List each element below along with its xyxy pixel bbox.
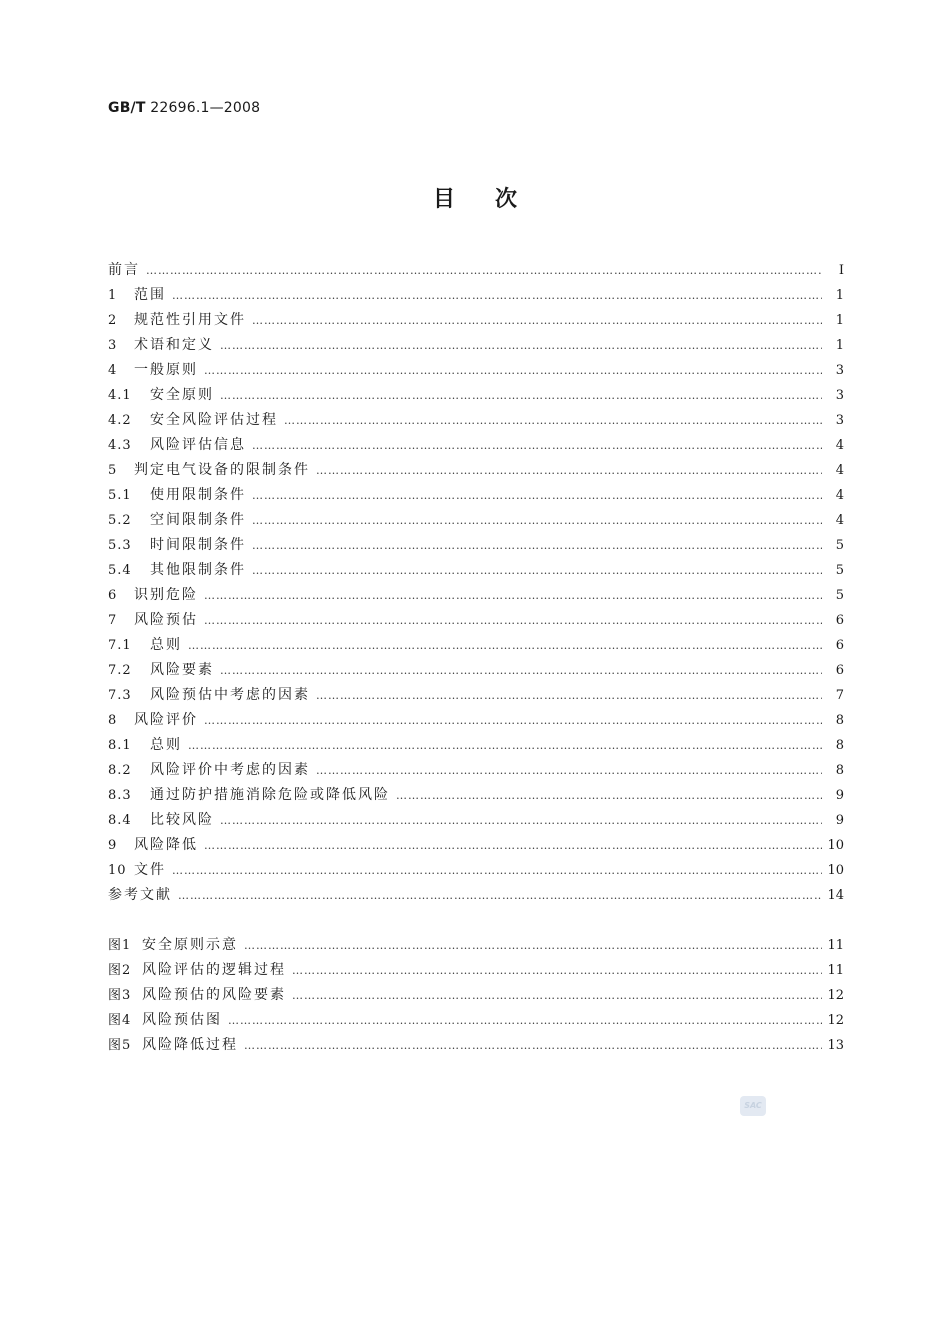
figure-entry[interactable] (108, 983, 844, 1008)
toc-entry[interactable] (108, 858, 844, 883)
entry-page-number: 10 (827, 838, 844, 853)
dot-leader (252, 433, 822, 458)
entry-page-number: 6 (835, 638, 844, 653)
entry-number: 图5 (108, 1038, 132, 1053)
toc-entry[interactable] (108, 258, 844, 283)
toc-figure-list (108, 933, 844, 1058)
entry-label: 风险预估 (134, 612, 198, 628)
entry-label: 参考文献 (108, 887, 172, 903)
entry-page-number: 3 (835, 363, 844, 378)
dot-leader (204, 358, 822, 383)
dot-leader (204, 708, 822, 733)
toc-entry[interactable] (108, 658, 844, 683)
entry-number: 7.1 (108, 638, 132, 653)
entry-number: 10 (108, 863, 127, 878)
entry-page-number: Ⅰ (838, 263, 844, 278)
dot-leader (284, 408, 822, 433)
entry-label: 风险预估图 (142, 1012, 222, 1028)
entry-number: 8.3 (108, 788, 132, 803)
dot-leader (172, 858, 822, 883)
entry-page-number: 12 (827, 1013, 844, 1028)
dot-leader (252, 508, 822, 533)
entry-number: 3 (108, 338, 118, 353)
entry-label: 风险预估中考虑的因素 (150, 687, 310, 703)
entry-page-number: 8 (835, 713, 844, 728)
entry-number: 5 (108, 463, 118, 478)
dot-leader (188, 633, 822, 658)
toc-entry[interactable] (108, 833, 844, 858)
entry-number: 图4 (108, 1013, 132, 1028)
entry-label: 前言 (108, 262, 140, 278)
toc-entry[interactable] (108, 758, 844, 783)
table-of-contents (108, 258, 844, 1058)
entry-number: 1 (108, 288, 118, 303)
toc-entry[interactable] (108, 358, 844, 383)
entry-label: 空间限制条件 (150, 512, 246, 528)
dot-leader (252, 533, 822, 558)
entry-number: 2 (108, 313, 118, 328)
toc-entry[interactable] (108, 583, 844, 608)
toc-entry[interactable] (108, 683, 844, 708)
entry-label: 通过防护措施消除危险或降低风险 (150, 787, 390, 803)
entry-page-number: 5 (835, 588, 844, 603)
entry-page-number: 11 (827, 963, 844, 978)
entry-label: 其他限制条件 (150, 562, 246, 578)
dot-leader (316, 683, 822, 708)
toc-entry[interactable] (108, 383, 844, 408)
entry-page-number: 9 (835, 788, 844, 803)
standard-code (108, 100, 260, 116)
toc-entry[interactable] (108, 533, 844, 558)
entry-label: 总则 (150, 637, 182, 653)
entry-number: 4.1 (108, 388, 132, 403)
entry-page-number: 12 (827, 988, 844, 1003)
entry-page-number: 4 (835, 488, 844, 503)
entry-page-number: 6 (835, 613, 844, 628)
entry-number: 图2 (108, 963, 132, 978)
dot-leader (220, 383, 822, 408)
entry-number: 9 (108, 838, 118, 853)
toc-entry[interactable] (108, 808, 844, 833)
dot-leader (172, 283, 822, 308)
dot-leader (292, 983, 822, 1008)
dot-leader (204, 583, 822, 608)
entry-page-number: 9 (835, 813, 844, 828)
entry-label: 安全原则 (150, 387, 214, 403)
toc-entry[interactable] (108, 483, 844, 508)
entry-number: 5.1 (108, 488, 132, 503)
entry-number: 4.3 (108, 438, 132, 453)
toc-entry[interactable] (108, 633, 844, 658)
toc-entry[interactable] (108, 733, 844, 758)
toc-entry[interactable] (108, 433, 844, 458)
entry-number: 8 (108, 713, 118, 728)
entry-page-number: 1 (835, 338, 844, 353)
toc-section-list (108, 258, 844, 908)
entry-number: 8.2 (108, 763, 132, 778)
entry-label: 风险评估信息 (150, 437, 246, 453)
figure-entry[interactable] (108, 958, 844, 983)
entry-label: 安全风险评估过程 (150, 412, 278, 428)
entry-page-number: 13 (827, 1038, 844, 1053)
toc-entry[interactable] (108, 333, 844, 358)
toc-entry[interactable] (108, 458, 844, 483)
toc-entry[interactable] (108, 708, 844, 733)
dot-leader (220, 333, 822, 358)
entry-label: 使用限制条件 (150, 487, 246, 503)
dot-leader (244, 1033, 822, 1058)
dot-leader (316, 758, 822, 783)
entry-label: 风险评价 (134, 712, 198, 728)
dot-leader (252, 483, 822, 508)
toc-entry[interactable] (108, 508, 844, 533)
dot-leader (220, 808, 822, 833)
entry-page-number: 10 (827, 863, 844, 878)
entry-page-number: 4 (835, 513, 844, 528)
dot-leader (316, 458, 822, 483)
entry-page-number: 3 (835, 388, 844, 403)
sac-watermark-logo: SAC (740, 1096, 766, 1116)
toc-spacer (108, 908, 844, 933)
dot-leader (396, 783, 822, 808)
entry-label: 识别危险 (134, 587, 198, 603)
entry-page-number: 4 (835, 438, 844, 453)
entry-page-number: 8 (835, 763, 844, 778)
entry-label: 风险降低 (134, 837, 198, 853)
figure-entry[interactable] (108, 933, 844, 958)
toc-entry[interactable] (108, 308, 844, 333)
dot-leader (146, 258, 822, 283)
entry-page-number: 5 (835, 563, 844, 578)
entry-number: 7.2 (108, 663, 132, 678)
entry-label: 时间限制条件 (150, 537, 246, 553)
entry-label: 文件 (134, 862, 166, 878)
entry-page-number: 7 (835, 688, 844, 703)
toc-entry[interactable] (108, 558, 844, 583)
entry-number: 6 (108, 588, 118, 603)
entry-label: 安全原则示意 (142, 937, 238, 953)
toc-entry[interactable] (108, 608, 844, 633)
entry-label: 风险预估的风险要素 (142, 987, 286, 1003)
figure-entry[interactable] (108, 1008, 844, 1033)
dot-leader (220, 658, 822, 683)
entry-page-number: 3 (835, 413, 844, 428)
entry-label: 风险评估的逻辑过程 (142, 962, 286, 978)
dot-leader (204, 608, 822, 633)
entry-page-number: 14 (827, 888, 844, 903)
standard-prefix: GB/T (108, 100, 146, 116)
entry-number: 4 (108, 363, 118, 378)
entry-page-number: 1 (835, 288, 844, 303)
entry-page-number: 1 (835, 313, 844, 328)
dot-leader (252, 558, 822, 583)
entry-label: 风险要素 (150, 662, 214, 678)
entry-label: 规范性引用文件 (134, 312, 246, 328)
dot-leader (244, 933, 822, 958)
entry-page-number: 4 (835, 463, 844, 478)
entry-number: 8.4 (108, 813, 132, 828)
entry-page-number: 6 (835, 663, 844, 678)
entry-label: 范围 (134, 287, 166, 303)
entry-label: 总则 (150, 737, 182, 753)
dot-leader (178, 883, 822, 908)
dot-leader (252, 308, 822, 333)
entry-page-number: 8 (835, 738, 844, 753)
entry-number: 8.1 (108, 738, 132, 753)
entry-number: 4.2 (108, 413, 132, 428)
entry-number: 图3 (108, 988, 132, 1003)
entry-number: 7 (108, 613, 118, 628)
dot-leader (188, 733, 822, 758)
toc-entry[interactable] (108, 883, 844, 908)
figure-entry[interactable] (108, 1033, 844, 1058)
entry-page-number: 11 (827, 938, 844, 953)
entry-label: 比较风险 (150, 812, 214, 828)
entry-number: 5.4 (108, 563, 132, 578)
entry-number: 图1 (108, 938, 132, 953)
entry-label: 术语和定义 (134, 337, 214, 353)
dot-leader (204, 833, 822, 858)
entry-number: 5.3 (108, 538, 132, 553)
dot-leader (292, 958, 822, 983)
toc-entry[interactable] (108, 783, 844, 808)
entry-number: 7.3 (108, 688, 132, 703)
entry-label: 风险降低过程 (142, 1037, 238, 1053)
entry-label: 风险评价中考虑的因素 (150, 762, 310, 778)
page-title: 目次 (432, 187, 557, 212)
standard-number: 22696.1—2008 (145, 100, 261, 116)
toc-entry[interactable] (108, 283, 844, 308)
entry-page-number: 5 (835, 538, 844, 553)
entry-number: 5.2 (108, 513, 132, 528)
entry-label: 判定电气设备的限制条件 (134, 462, 310, 478)
toc-entry[interactable] (108, 408, 844, 433)
dot-leader (228, 1008, 822, 1033)
entry-label: 一般原则 (134, 362, 198, 378)
